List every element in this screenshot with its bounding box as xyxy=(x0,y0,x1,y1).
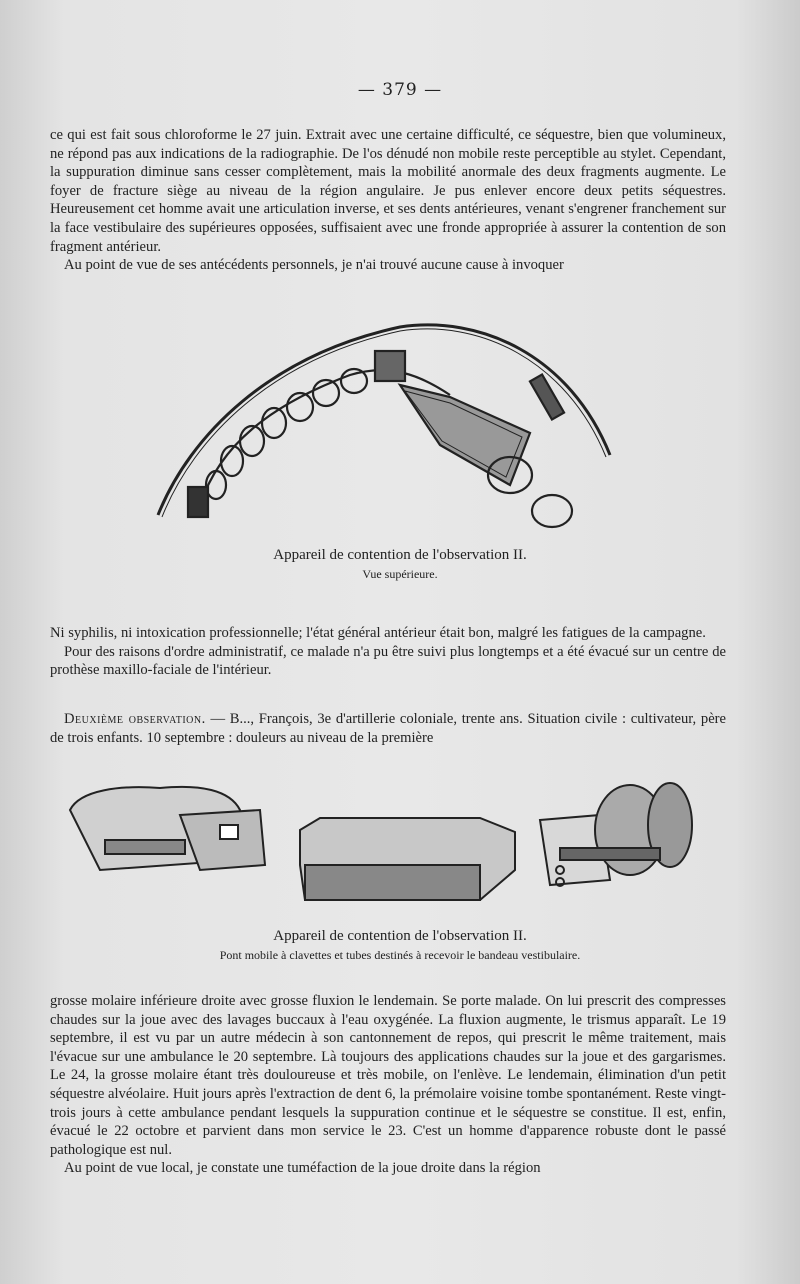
paragraph-text: Au point de vue local, je constate une tuméfaction de la joue droite dans la région xyxy=(64,1160,541,1177)
figure-2-caption xyxy=(0,928,800,963)
paragraph-text: Au point de vue de ses antécédents personnels, je n'ai trouvé aucune cause à invoquer xyxy=(64,257,564,274)
figure-1-caption xyxy=(0,547,800,582)
figure-caption: Appareil de contention de l'observation II. xyxy=(273,928,527,944)
paragraph-2 xyxy=(50,624,726,680)
figure-subcaption: Pont mobile à clavettes et tubes destinés à recevoir le bandeau vestibulaire. xyxy=(219,948,581,962)
figure-2-illustration xyxy=(60,770,700,920)
figure-caption: Appareil de contention de l'observation II. xyxy=(273,547,527,563)
figure-1-illustration xyxy=(150,315,620,530)
observation-heading: Deuxième observation. xyxy=(64,711,206,727)
paragraph-3 xyxy=(50,710,726,747)
paragraph-text: grosse molaire inférieure droite avec grosse fluxion le lendemain. Se porte malade. On lui prescrit des compresses chaudes sur la joue avec des lavages buccaux à l'eau oxygénée. La fluxion augmente, le trismus apparaît. Le 19 septembre, il est vu par un autre médecin à son cantonnement de repos, qui prescrit le même traitement, mais l'évacue sur une ambulance le 20 septembre. Là toujours des applications chaudes sur la joue et des gargarismes. Le 24, la grosse molaire étant très douloureuse et très mobile, on l'enlève. Le lendemain, élimination d'un petit séquestre alvéolaire. Huit jours après l'extraction de dent 6, la prémolaire voisine tombe spontanément. Reste vingt-trois jours à cette ambulance pendant lesquels la suppuration continue et le séquestre se constitue. Il est, enfin, évacué le 22 octobre et parvient dans mon service le 23. C'est un homme d'apparence robuste dont le passé pathologique est nul. xyxy=(50,993,726,1158)
figure-subcaption: Vue supérieure. xyxy=(362,567,438,581)
page-number: — 379 — xyxy=(357,80,443,100)
paragraph-text: Ni syphilis, ni intoxication professionnelle; l'état général antérieur était bon, malgré les fatigues de la campagne. xyxy=(50,625,706,641)
paragraph-1 xyxy=(50,126,726,275)
paragraph-4 xyxy=(50,992,726,1178)
paragraph-text: — B..., François, 3e d'artillerie coloniale, trente ans. Situation civile : cultivateur, père de trois enfants. 10 septembre : douleurs au niveau de la première xyxy=(50,711,727,746)
paragraph-text: Pour des raisons d'ordre administratif, ce malade n'a pu être suivi plus longtemps et a été évacué sur un centre de prothèse maxillo-faciale de l'intérieur. xyxy=(50,643,726,679)
paragraph-text: ce qui est fait sous chloroforme le 27 juin. Extrait avec une certaine difficulté, ce séquestre, bien que volumineux, ne répond pas aux indications de la radiographie. De l'os dénudé non mobile reste perceptible au stylet. Cependant, la suppuration diminue sans cesser complètement, mais la mobilité anormale des deux fragments augmente. Le foyer de fracture siège au niveau de la région angulaire. Je pus enlever encore deux petits séquestres. Heureusement cet homme avait une articulation inverse, et ses dents antérieures, venant s'engrener franchement sur la face vestibulaire des supérieures opposées, suffisaient avec une fronde appropriée à assurer la contention de son fragment antérieur. xyxy=(50,127,726,255)
